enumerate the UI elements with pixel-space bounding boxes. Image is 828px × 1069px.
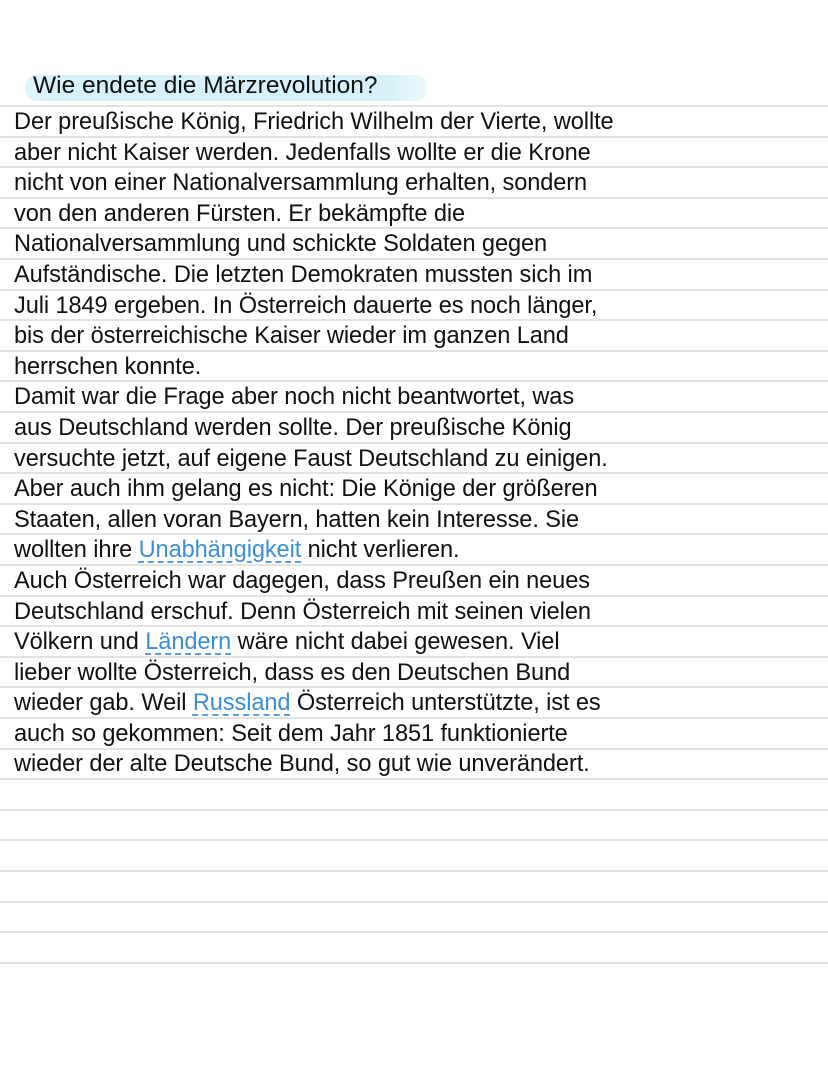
ruled-line <box>0 931 828 933</box>
text-segment: Aber auch ihm gelang es nicht: Die Könige der größeren <box>14 476 598 503</box>
text-segment: auch so gekommen: Seit dem Jahr 1851 funktionierte <box>14 720 568 747</box>
glossary-link[interactable]: Russland <box>192 690 291 717</box>
document-body <box>14 107 824 780</box>
ruled-line <box>0 962 828 964</box>
title-block <box>25 70 378 102</box>
text-line <box>14 444 824 475</box>
text-segment: Damit war die Frage aber noch nicht beantwortet, was <box>14 384 575 411</box>
text-line <box>14 658 824 689</box>
text-segment: nicht von einer Nationalversammlung erhalten, sondern <box>14 170 588 197</box>
text-segment: Juli 1849 ergeben. In Österreich dauerte es noch länger, <box>14 292 598 319</box>
text-segment: Nationalversammlung und schickte Soldaten gegen <box>14 231 548 258</box>
text-segment: Völkern und <box>14 629 146 656</box>
text-line <box>14 291 824 322</box>
text-line <box>14 597 824 628</box>
text-line <box>14 566 824 597</box>
glossary-link[interactable]: Unabhängigkeit <box>138 537 302 564</box>
text-segment: Deutschland erschuf. Denn Österreich mit seinen vielen <box>14 598 591 625</box>
text-segment: wäre nicht dabei gewesen. Viel <box>231 629 560 656</box>
ruled-line <box>0 870 828 872</box>
text-line <box>14 229 824 260</box>
text-line <box>14 719 824 750</box>
ruled-line <box>0 901 828 903</box>
text-segment: lieber wollte Österreich, dass es den Deutschen Bund <box>14 659 571 686</box>
text-segment: Auch Österreich war dagegen, dass Preußen ein neues <box>14 567 590 594</box>
text-line <box>14 688 824 719</box>
ruled-line <box>0 809 828 811</box>
text-line <box>14 352 824 383</box>
text-segment: Österreich unterstützte, ist es <box>290 690 601 717</box>
text-line <box>14 260 824 291</box>
text-segment: versuchte jetzt, auf eigene Faust Deutschland zu einigen. <box>14 445 608 472</box>
text-segment: bis der österreichische Kaiser wieder im ganzen Land <box>14 323 569 350</box>
text-segment: Staaten, allen voran Bayern, hatten kein Interesse. Sie <box>14 506 580 533</box>
text-line <box>14 627 824 658</box>
text-line <box>14 199 824 230</box>
text-segment: wollten ihre <box>14 537 139 564</box>
text-segment: Aufständische. Die letzten Demokraten mussten sich im <box>14 261 593 288</box>
text-line <box>14 107 824 138</box>
text-segment: von den anderen Fürsten. Er bekämpfte die <box>14 200 466 227</box>
text-segment: Der preußische König, Friedrich Wilhelm der Vierte, wollte <box>14 109 614 135</box>
text-segment: wieder der alte Deutsche Bund, so gut wie unverändert. <box>14 751 590 778</box>
text-segment: aber nicht Kaiser werden. Jedenfalls wollte er die Krone <box>14 139 591 166</box>
text-line <box>14 321 824 352</box>
glossary-link[interactable]: Ländern <box>145 629 232 656</box>
text-line <box>14 749 824 780</box>
page-title: Wie endete die Märzrevolution? <box>33 72 378 99</box>
text-segment: aus Deutschland werden sollte. Der preußische König <box>14 414 572 441</box>
text-segment: herrschen konnte. <box>14 353 202 380</box>
text-line <box>14 474 824 505</box>
text-line <box>14 505 824 536</box>
text-line <box>14 138 824 169</box>
text-segment: wieder gab. Weil <box>14 690 193 717</box>
text-line <box>14 168 824 199</box>
ruled-line <box>0 839 828 841</box>
text-segment: nicht verlieren. <box>301 537 460 564</box>
text-line <box>14 382 824 413</box>
text-line <box>14 413 824 444</box>
text-line <box>14 535 824 566</box>
